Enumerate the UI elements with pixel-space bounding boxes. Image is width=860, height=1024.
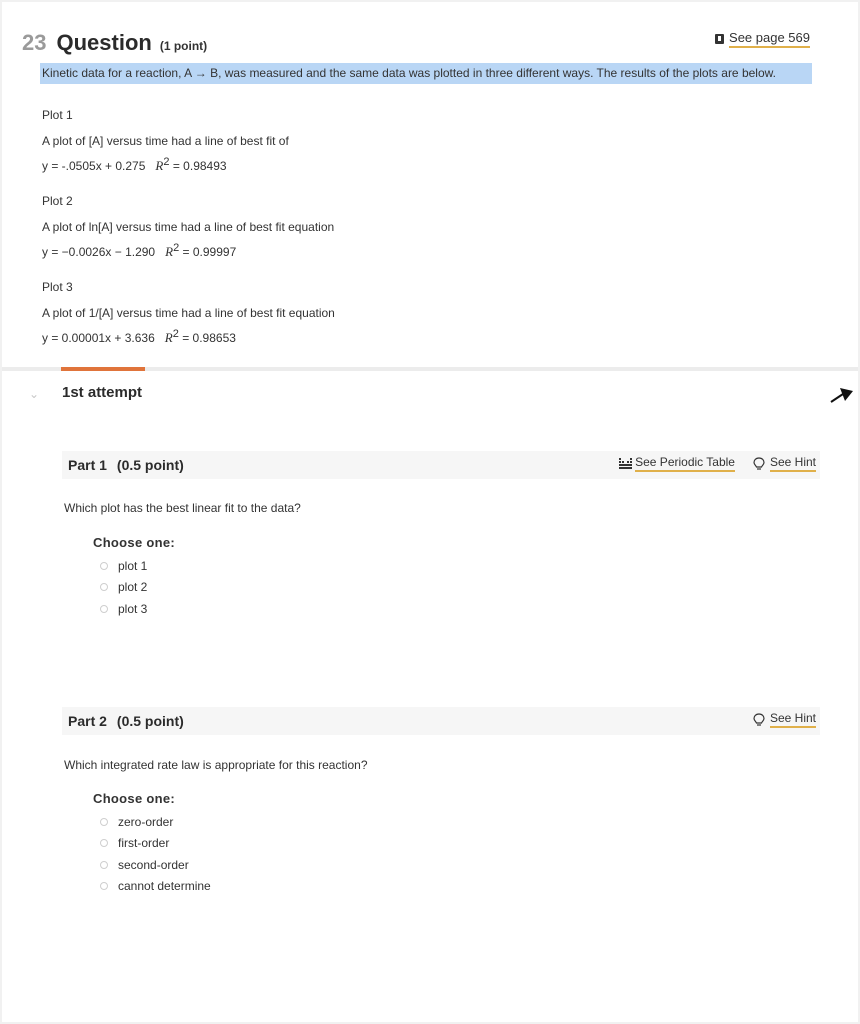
question-points: (1 point) (159, 39, 208, 53)
plot-equation-text: y = −0.0026x − 1.290 (42, 245, 156, 259)
lightbulb-icon (753, 457, 765, 471)
plot-equation (42, 324, 335, 349)
periodic-table-icon (619, 458, 632, 469)
plot-description: A plot of 1/[A] versus time had a line of best fit equation (42, 306, 335, 320)
radio-button[interactable] (100, 861, 108, 869)
option-second-order[interactable] (100, 854, 211, 876)
pin-icon[interactable] (828, 382, 856, 406)
option-label: zero-order (118, 814, 174, 829)
choose-one-label: Choose one: (93, 535, 176, 550)
option-label: plot 1 (118, 558, 148, 573)
option-label: first-order (118, 836, 170, 851)
part-links (735, 711, 816, 728)
part-1-header (62, 451, 820, 479)
plot-equation-text: y = 0.00001x + 3.636 (42, 331, 155, 345)
part-title (68, 457, 184, 473)
part-2-options (100, 811, 211, 897)
part-title (68, 713, 184, 729)
part-number: Part 1 (68, 457, 107, 473)
option-label: plot 2 (118, 580, 148, 595)
radio-button[interactable] (100, 839, 108, 847)
r-squared-exponent: 2 (172, 328, 179, 340)
question-header (22, 30, 207, 58)
plot-2-block (42, 194, 334, 263)
option-label: cannot determine (118, 879, 211, 894)
question-number: 23 (22, 30, 47, 55)
attempt-label[interactable]: 1st attempt (62, 384, 143, 401)
lightbulb-icon (753, 713, 765, 727)
r-squared-exponent: 2 (163, 156, 170, 168)
part-links (619, 455, 816, 472)
option-plot-3[interactable] (100, 598, 147, 620)
r-squared-symbol: R (165, 244, 174, 259)
see-page-label: See page 569 (729, 30, 810, 48)
ebook-icon (715, 34, 724, 44)
option-plot-2[interactable] (100, 577, 147, 599)
r-squared-exponent: 2 (173, 242, 180, 254)
plot-equation-text: y = -.0505x + 0.275 (42, 159, 146, 173)
choose-one-label: Choose one: (93, 791, 176, 806)
part-number: Part 2 (68, 713, 107, 729)
plot-title: Plot 1 (42, 108, 73, 122)
radio-button[interactable] (100, 818, 108, 826)
plot-equation (42, 238, 334, 263)
part-1-options (100, 555, 147, 620)
r-squared-value: = 0.98653 (182, 331, 236, 345)
chevron-down-icon[interactable]: ⌄ (29, 387, 40, 401)
option-label: second-order (118, 857, 189, 872)
question-title: Question (56, 30, 152, 55)
plot-3-block (42, 280, 335, 349)
see-periodic-table-link[interactable]: See Periodic Table (635, 455, 735, 472)
plot-description: A plot of [A] versus time had a line of best fit of (42, 134, 289, 148)
radio-button[interactable] (100, 605, 108, 613)
r-squared-symbol: R (155, 158, 164, 173)
part-points: (0.5 point) (116, 713, 184, 729)
plot-description: A plot of ln[A] versus time had a line of best fit equation (42, 220, 335, 234)
option-zero-order[interactable] (100, 811, 211, 833)
plot-title: Plot 3 (42, 280, 73, 294)
radio-button[interactable] (100, 583, 108, 591)
r-squared-value: = 0.99997 (182, 245, 237, 259)
question-stem: Kinetic data for a reaction, A → B, was measured and the same data was plotted in three different ways. The results of the plots are below. (40, 63, 812, 84)
part-2-prompt: Which integrated rate law is appropriate for this reaction? (64, 758, 368, 772)
part-points: (0.5 point) (116, 457, 184, 473)
option-plot-1[interactable] (100, 555, 147, 577)
attempt-tab-indicator (61, 367, 145, 371)
plot-title: Plot 2 (42, 194, 73, 208)
option-first-order[interactable] (100, 833, 211, 855)
option-label: plot 3 (118, 601, 148, 616)
part-2-header (62, 707, 820, 735)
see-hint-link[interactable]: See Hint (770, 455, 816, 472)
part-1-prompt: Which plot has the best linear fit to the data? (64, 501, 301, 515)
r-squared-symbol: R (164, 330, 173, 345)
plot-equation (42, 152, 289, 177)
radio-button[interactable] (100, 562, 108, 570)
option-cannot-determine[interactable] (100, 876, 211, 898)
see-hint-link[interactable]: See Hint (770, 711, 816, 728)
r-squared-value: = 0.98493 (172, 159, 227, 173)
see-page-link[interactable] (715, 30, 810, 48)
plot-1-block (42, 108, 289, 177)
radio-button[interactable] (100, 882, 108, 890)
